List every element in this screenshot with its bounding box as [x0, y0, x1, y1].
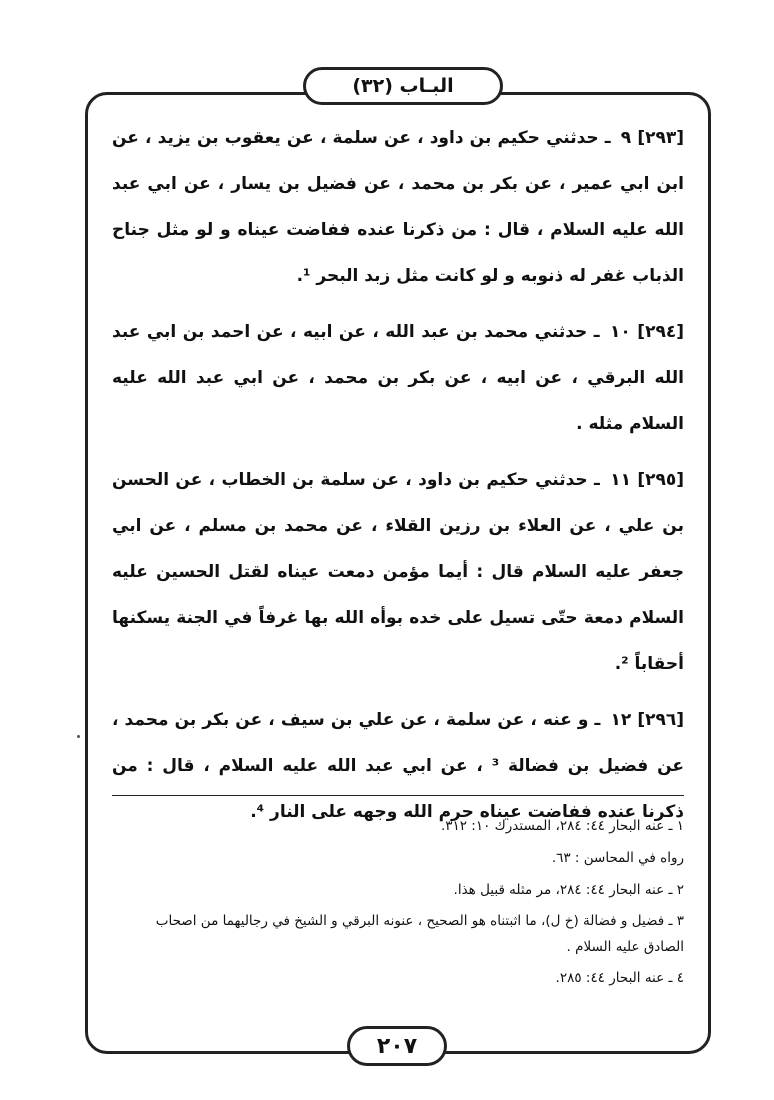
hadith-paragraph	[112, 309, 684, 447]
hadith-text: ـ حدثني حكيم بن داود ، عن سلمة بن الخطاب ، عن الحسن بن علي ، عن العلاء بن رزين القلاء ، عن محمد بن مسلم ، عن ابي جعفر عليه السلام قال : أيما مؤمن دمعت عيناه لقتل الحسين عليه السلام دمعة حتّى تسيل على خده بوأه الله بها غرفاً في الجنة يسكنها أحقاباً ².	[112, 470, 684, 674]
footnote: ١ ـ عنه البحار ٤٤: ٢٨٤، المستدرك ١٠: ٣١٢.	[440, 818, 684, 834]
footnote: ٤ ـ عنه البحار ٤٤: ٢٨٥.	[555, 970, 684, 986]
chapter-title-badge	[303, 67, 503, 105]
footnote: رواه في المحاسن : ٦٣.	[551, 850, 684, 866]
footnote: ٢ ـ عنه البحار ٤٤: ٢٨٤، مر مثله قبيل هذا.	[453, 882, 684, 898]
hadith-ref: [٢٩٣]	[637, 128, 685, 148]
main-text	[112, 115, 684, 845]
hadith-number: ١٠	[610, 322, 631, 342]
page-number-badge	[347, 1026, 447, 1066]
footnotes	[112, 812, 684, 996]
scan-speck	[77, 735, 80, 738]
hadith-number: ١١	[610, 470, 631, 490]
hadith-text: ـ و عنه ، عن سلمة ، عن علي بن سيف ، عن بكر بن محمد ، عن فضيل بن فضالة ³ ، عن ابي عبد الله عليه السلام ، قال : من ذكرنا عنده ففاضت عيناه حرم الله وجهه على النار ⁴.	[112, 710, 684, 822]
hadith-paragraph	[112, 115, 684, 299]
hadith-ref: [٢٩٤]	[637, 322, 684, 342]
page-number: ٢٠٧	[376, 1033, 418, 1059]
hadith-number: ٩	[620, 128, 632, 148]
hadith-ref: [٢٩٦]	[637, 710, 685, 730]
hadith-paragraph	[112, 457, 684, 687]
chapter-title: البـاب (٣٢)	[352, 75, 454, 97]
hadith-text: ـ حدثني محمد بن عبد الله ، عن ابيه ، عن احمد بن ابي عبد الله البرقي ، عن ابيه ، عن بكر بن محمد ، عن ابي عبد الله عليه السلام مثله .	[112, 322, 684, 434]
footnote-divider	[112, 795, 684, 796]
hadith-ref: [٢٩٥]	[637, 470, 685, 490]
footnote: ٣ ـ فضيل و فضالة (خ ل)، ما اثبتناه هو الصحيح ، عنونه البرقي و الشيخ في رجاليهما من اصحاب الصادق عليه السلام .	[155, 913, 684, 955]
hadith-number: ١٢	[610, 710, 632, 730]
hadith-text: ـ حدثني حكيم بن داود ، عن سلمة ، عن يعقوب بن يزيد ، عن ابن ابي عمير ، عن بكر بن محمد ، عن فضيل بن يسار ، عن ابي عبد الله عليه السلام ، قال : من ذكرنا عنده ففاضت عيناه و لو مثل جناح الذباب غفر له ذنوبه و لو كانت مثل زبد البحر ¹.	[112, 128, 684, 286]
